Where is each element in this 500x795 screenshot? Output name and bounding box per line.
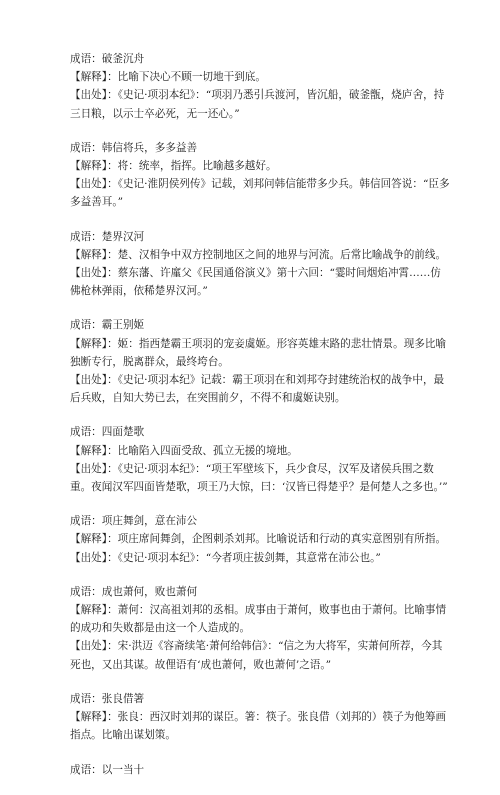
idiom-title: 成语：霸王别姬 [70,319,145,332]
idiom-entry-6 [70,512,450,567]
idiom-entry-1 [70,50,450,123]
idiom-source: 【出处】：蔡东藩、许廑父《民国通俗演义》第十六回：“霎时间烟焰冲霄……仿佛枪林弹雨，依稀楚界汉河。” [70,267,441,298]
idiom-explanation: 【解释】：萧何：汉高祖刘邦的丞相。成事由于萧何，败事也由于萧何。比喻事情的成功和失败都是由这一个人造成的。 [70,604,447,635]
idiom-source: 【出处】：宋·洪迈《容斋续笔·萧何给韩信》：“信之为大将军，实萧何所荐，今其死也，又出其谋。故俚语有‘成也萧何，败也萧何’之语。” [70,640,443,671]
idiom-explanation: 【解释】：楚、汉相争中双方控制地区之间的地界与河流。后常比喻战争的前线。 [70,248,447,261]
idiom-title: 成语：破釜沉舟 [70,53,145,65]
idiom-explanation: 【解释】：比喻下决心不顾一切地干到底。 [70,71,266,84]
idiom-title: 成语：四面楚歌 [70,426,145,439]
idiom-title: 成语：以一当十 [70,763,145,776]
idiom-title: 成语：项庄舞剑，意在沛公 [70,515,198,528]
idiom-source: 【出处】：《史记·项羽本纪》记载：霸王项羽在和刘邦夺封建统治权的战争中，最后兵败，自知大势已去，在突围前夕，不得不和虞姬诀别。 [70,374,445,405]
idiom-title: 成语：成也萧何，败也萧何 [70,585,198,598]
idiom-explanation: 【解释】：将：统率，指挥。比喻越多越好。 [70,160,277,173]
idiom-source: 【出处】：《史记·项羽本纪》：“项王军壁垓下，兵少食尽，汉军及诸侯兵围之数重。夜闻汉军四面皆楚歌，项王乃大惊，曰：‘汉皆已得楚乎？是何楚人之多也。’” [70,462,448,494]
idiom-source: 【出处】：《史记·项羽本纪》：“项羽乃悉引兵渡河，皆沉船，破釜甑，烧庐舍，持三日粮，以示士卒必死，无一还心。” [70,89,445,120]
idiom-entry-2 [70,139,450,212]
idiom-entry-3 [70,228,450,301]
idiom-title: 成语：张良借箸 [70,692,145,705]
idiom-source: 【出处】：《史记·项羽本纪》：“今者项庄拔剑舞，其意常在沛公也。” [70,551,381,564]
idiom-explanation: 【解释】：张良：西汉时刘邦的谋臣。箸：筷子。张良借（刘邦的）筷子为他筹画指点。比喻出谋划策。 [70,711,447,742]
idiom-entry-4 [70,316,450,407]
idiom-entry-9 [70,761,450,779]
idiom-entry-8 [70,690,450,745]
idiom-explanation: 【解释】：比喻陷入四面受敌、孤立无援的境地。 [70,444,298,457]
idiom-title: 成语：韩信将兵，多多益善 [70,141,198,154]
document-page [70,50,450,795]
idiom-title: 成语：楚界汉河 [70,230,145,243]
idiom-entry-7 [70,583,450,674]
idiom-explanation: 【解释】：项庄席间舞剑，企图刺杀刘邦。比喻说话和行动的真实意图别有所指。 [70,533,447,546]
idiom-source: 【出处】：《史记·淮阴侯列传》记载，刘邦问韩信能带多少兵。韩信回答说：“臣多多益善耳。” [70,178,450,209]
idiom-entry-5 [70,423,450,496]
idiom-explanation: 【解释】：姬：指西楚霸王项羽的宠妾虞姬。形容英雄末路的悲壮情景。现多比喻独断专行，脱离群众，最终垮台。 [70,337,447,368]
